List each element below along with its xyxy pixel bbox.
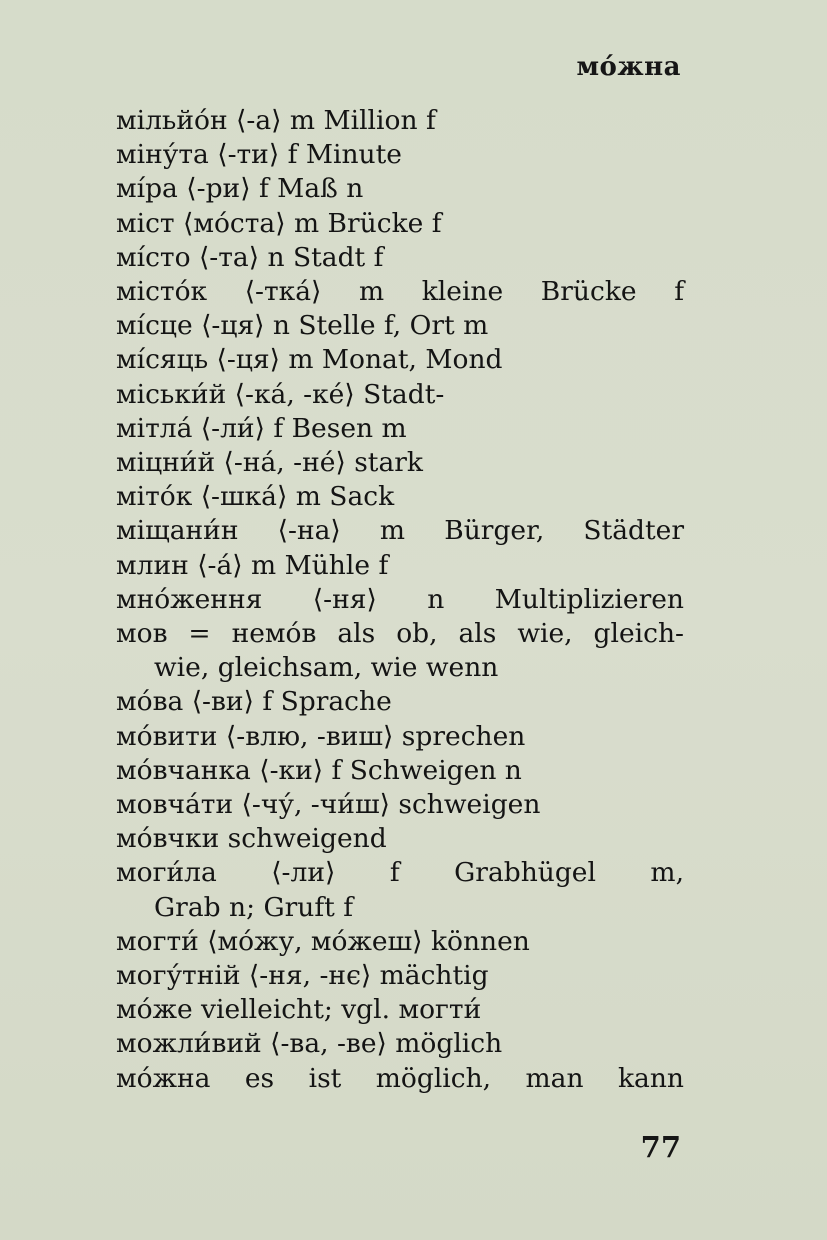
entry-line: міцни́й ⟨-на́, -не́⟩ stark bbox=[116, 447, 423, 479]
entry-line: мітла́ ⟨-ли́⟩ f Besen m bbox=[116, 412, 407, 444]
entry-line: мільйо́н ⟨-а⟩ m Million f bbox=[116, 105, 436, 136]
page-number: 77 bbox=[640, 1130, 681, 1164]
entry bbox=[116, 685, 684, 719]
entry-line: млин ⟨-а́⟩ m Mühle f bbox=[116, 549, 389, 581]
entry bbox=[116, 925, 684, 959]
entry bbox=[116, 788, 684, 822]
entry-line: місто́к ⟨-тка́⟩ m kleine Brücke f bbox=[116, 276, 684, 308]
entry-line: міто́к ⟨-шка́⟩ m Sack bbox=[116, 481, 395, 513]
entry bbox=[116, 172, 684, 206]
entry-line: мо́вити ⟨-влю, -виш⟩ sprechen bbox=[116, 720, 526, 752]
entry-line: могти́ ⟨мо́жу, мо́жеш⟩ können bbox=[116, 925, 530, 957]
entry bbox=[116, 959, 684, 993]
entry bbox=[116, 480, 684, 514]
entry bbox=[116, 754, 684, 788]
entry-line: мо́вчанка ⟨-ки⟩ f Schweigen n bbox=[116, 754, 522, 786]
entry-line: мі́сяць ⟨-ця⟩ m Monat, Mond bbox=[116, 344, 503, 376]
entry bbox=[116, 343, 684, 377]
entry bbox=[116, 617, 684, 685]
entry bbox=[116, 720, 684, 754]
entry-line: міщани́н ⟨-на⟩ m Bürger, Städter bbox=[116, 515, 684, 547]
entry bbox=[116, 309, 684, 343]
entry bbox=[116, 138, 684, 172]
entry bbox=[116, 412, 684, 446]
entry-line: могу́тній ⟨-ня, -нє⟩ mächtig bbox=[116, 960, 489, 992]
entry-line: мі́ра ⟨-ри⟩ f Maß n bbox=[116, 173, 364, 205]
entry-line: мо́жна es ist möglich, man kann bbox=[116, 1062, 684, 1094]
entry-continuation-line: wie, gleichsam, wie wenn bbox=[154, 652, 499, 684]
entry-line: мо́ва ⟨-ви⟩ f Sprache bbox=[116, 686, 392, 718]
entry-line: мовча́ти ⟨-чу́, -чи́ш⟩ schweigen bbox=[116, 789, 541, 821]
entry bbox=[116, 822, 684, 856]
entry bbox=[116, 104, 684, 138]
entry-line: міст ⟨мо́ста⟩ m Brücke f bbox=[116, 207, 442, 239]
entry bbox=[116, 1027, 684, 1061]
entry-line: мі́сце ⟨-ця⟩ n Stelle f, Ort m bbox=[116, 310, 489, 342]
entry bbox=[116, 241, 684, 275]
entry bbox=[116, 207, 684, 241]
guide-word: мо́жна bbox=[576, 52, 681, 82]
entry-line: моги́ла ⟨-ли⟩ f Grabhügel m, bbox=[116, 857, 684, 889]
entry-line: міськи́й ⟨-ка́, -ке́⟩ Stadt- bbox=[116, 378, 445, 410]
entry-line: мі́сто ⟨-та⟩ n Stadt f bbox=[116, 241, 384, 273]
entry-line: мов = немо́в als ob, als wie, gleich- bbox=[116, 618, 684, 650]
entry-line: міну́та ⟨-ти⟩ f Minute bbox=[116, 139, 402, 171]
entry-list bbox=[116, 104, 684, 1096]
entry-line: мо́же vielleicht; vgl. могти́ bbox=[116, 994, 482, 1026]
entry bbox=[116, 446, 684, 480]
entry-line: мно́ження ⟨-ня⟩ n Multiplizieren bbox=[116, 583, 684, 615]
entry-line: можли́вий ⟨-ва, -ве⟩ möglich bbox=[116, 1028, 503, 1060]
entry-continuation-line: Grab n; Gruft f bbox=[154, 891, 354, 923]
entry bbox=[116, 1062, 684, 1096]
entry bbox=[116, 993, 684, 1027]
entry bbox=[116, 514, 684, 548]
entry-line: мо́вчки schweigend bbox=[116, 823, 387, 855]
entry bbox=[116, 583, 684, 617]
entry bbox=[116, 856, 684, 924]
entry bbox=[116, 378, 684, 412]
entry bbox=[116, 549, 684, 583]
entry bbox=[116, 275, 684, 309]
